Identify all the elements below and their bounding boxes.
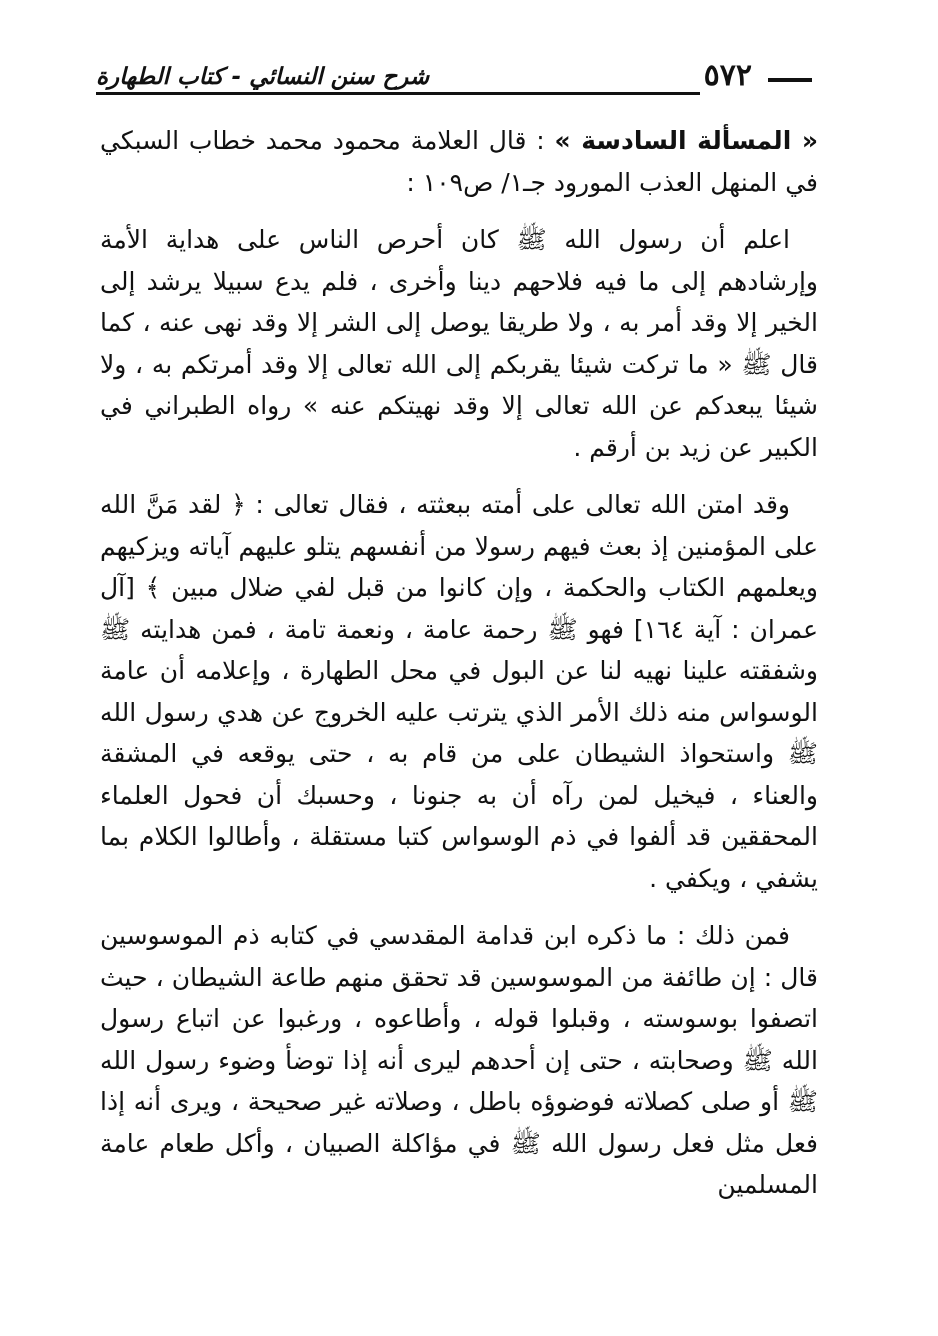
paragraph-1: اعلم أن رسول الله ﷺ كان أحرص الناس على هداية الأمة وإرشادهم إلى ما فيه فلاحهم دينا وأخرى ، فلم يدع سبيلا يرشد إلى الخير إلا وقد أمر به ، ولا طريقا يوصل إلى الشر إلا وقد نهى عنه ، كما قال ﷺ « ما تركت شيئا يقربكم إلى الله تعالى إلا وقد أمرتكم به ، ولا شيئا يبعدكم عن الله تعالى إلا وقد نهيتكم عنه » رواه الطبراني في الكبير عن زيد بن أرقم . bbox=[100, 225, 818, 462]
running-title: شرح سنن النسائي - كتاب الطهارة bbox=[96, 64, 430, 90]
section-intro: : قال العلامة محمود محمد خطاب السبكي في المنهل العذب المورود جـ١/ ص١٠٩ : bbox=[100, 126, 818, 197]
page-header bbox=[96, 58, 812, 102]
page-number-dash bbox=[768, 78, 812, 82]
paragraph-2: وقد امتن الله تعالى على أمته ببعثته ، فقال تعالى : ﴿ لقد مَنَّ الله على المؤمنين إذ بعث فيهم رسولا من أنفسهم يتلو عليهم آياته ويزكيهم ويعلمهم الكتاب والحكمة ، وإن كانوا من قبل لفي ضلال مبين ﴾ [آل عمران : آية ١٦٤] فهو ﷺ رحمة عامة ، ونعمة تامة ، فمن هدايته ﷺ وشفقته علينا نهيه لنا عن البول في محل الطهارة ، وإعلامه أن عامة الوسواس منه ذلك الأمر الذي يترتب عليه الخروج عن هدي رسول الله ﷺ واستحواذ الشيطان على من قام به ، حتى يوقعه في المشقة والعناء ، فيخيل لمن رآه أن به جنونا ، وحسبك أن فحول العلماء المحققين قد ألفوا في ذم الوسواس كتبا مستقلة ، وأطالوا الكلام بما يشفي ، ويكفي . bbox=[100, 490, 818, 893]
header-rule bbox=[96, 92, 700, 95]
section-label: « المسألة السادسة » bbox=[554, 126, 818, 155]
page-number: ٥٧٢ bbox=[703, 58, 752, 93]
page-body bbox=[100, 120, 818, 1206]
paragraph-3: فمن ذلك : ما ذكره ابن قدامة المقدسي في كتابه ذم الموسوسين قال : إن طائفة من الموسوسين قد تحقق منهم طاعة الشيطان ، حيث اتصفوا بوسوسته ، وقبلوا قوله ، وأطاعوه ، ورغبوا عن اتباع رسول الله ﷺ وصحابته ، حتى إن أحدهم ليرى أنه إذا توضأ وضوء رسول الله ﷺ أو صلى كصلاته فوضوؤه باطل ، وصلاته غير صحيحة ، ويرى أنه إذا فعل مثل فعل رسول الله ﷺ في مؤاكلة الصبيان ، وأكل طعام عامة المسلمين bbox=[100, 921, 818, 1199]
section-heading-paragraph bbox=[100, 120, 818, 203]
